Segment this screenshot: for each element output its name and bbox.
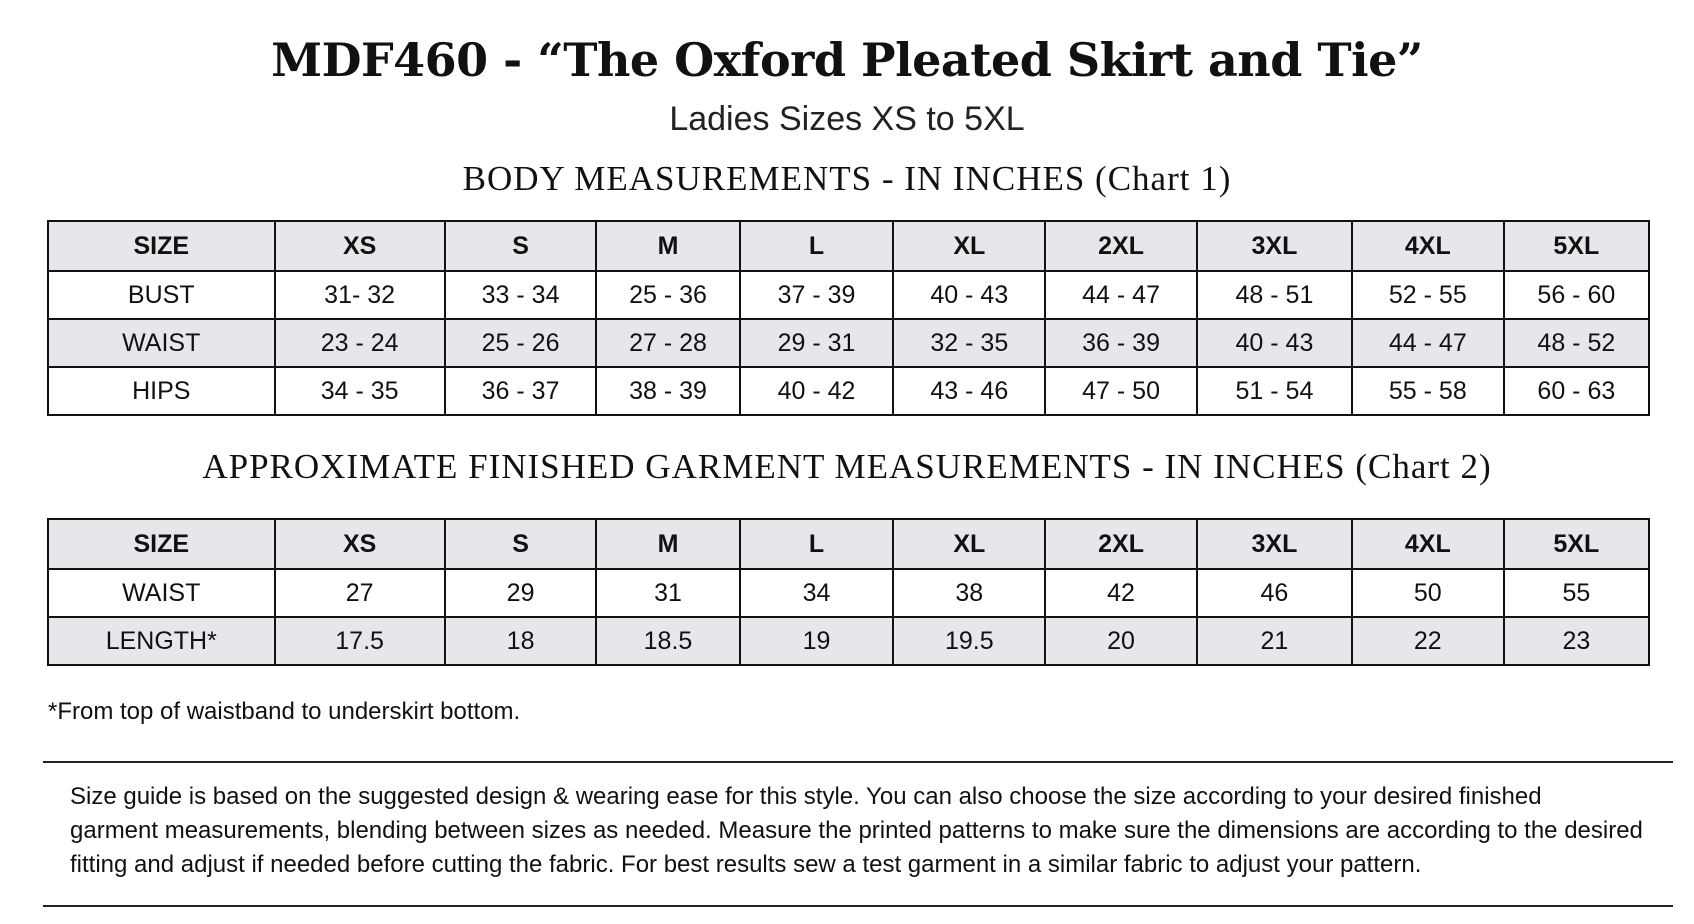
page-title: MDF460 - “The Oxford Pleated Skirt and Tie”	[271, 33, 1423, 87]
note-line: fitting and adjust if needed before cutting the fabric. For best results sew a test garment in a similar fabric to adjust your pattern.	[70, 851, 1422, 878]
table-cell: 55	[1504, 569, 1649, 617]
table-cell: 43 - 46	[893, 367, 1045, 415]
table-cell: 29	[445, 569, 597, 617]
page-subtitle: Ladies Sizes XS to 5XL	[669, 100, 1025, 138]
row-label: WAIST	[48, 569, 275, 617]
table-cell: 50	[1352, 569, 1504, 617]
table-cell: 19.5	[893, 617, 1045, 665]
chart2-heading: APPROXIMATE FINISHED GARMENT MEASUREMENTS - IN INCHES (Chart 2)	[202, 447, 1492, 486]
column-header: M	[596, 221, 739, 271]
column-header: XL	[893, 519, 1045, 569]
column-header: 3XL	[1197, 519, 1352, 569]
table-cell: 19	[740, 617, 894, 665]
table-cell: 20	[1045, 617, 1197, 665]
table-cell: 25 - 26	[445, 319, 597, 367]
note-line: garment measurements, blending between sizes as needed. Measure the printed patterns to make sure the dimensions are according to the desired	[70, 817, 1643, 844]
column-header: 4XL	[1352, 221, 1504, 271]
table-cell: 51 - 54	[1197, 367, 1352, 415]
column-header: 5XL	[1504, 519, 1649, 569]
row-label: HIPS	[48, 367, 275, 415]
column-header: SIZE	[48, 519, 275, 569]
row-label: WAIST	[48, 319, 275, 367]
table-cell: 34	[740, 569, 894, 617]
row-label: BUST	[48, 271, 275, 319]
column-header: M	[596, 519, 739, 569]
table-cell: 25 - 36	[596, 271, 739, 319]
table-row	[48, 367, 1649, 415]
column-header: XS	[275, 519, 445, 569]
table-cell: 21	[1197, 617, 1352, 665]
column-header: L	[740, 221, 894, 271]
column-header: 4XL	[1352, 519, 1504, 569]
divider-top	[43, 761, 1673, 763]
table-cell: 38 - 39	[596, 367, 739, 415]
table-cell: 40 - 43	[1197, 319, 1352, 367]
table-header-row	[48, 519, 1649, 569]
chart1-heading: BODY MEASUREMENTS - IN INCHES (Chart 1)	[462, 159, 1232, 198]
table-cell: 40 - 43	[893, 271, 1045, 319]
table-cell: 32 - 35	[893, 319, 1045, 367]
column-header: L	[740, 519, 894, 569]
table-cell: 48 - 52	[1504, 319, 1649, 367]
table-cell: 27 - 28	[596, 319, 739, 367]
size-guide-note	[70, 780, 1670, 882]
table-cell: 44 - 47	[1045, 271, 1197, 319]
table-cell: 33 - 34	[445, 271, 597, 319]
table-cell: 38	[893, 569, 1045, 617]
table-cell: 34 - 35	[275, 367, 445, 415]
table-cell: 27	[275, 569, 445, 617]
table-cell: 23	[1504, 617, 1649, 665]
column-header: 3XL	[1197, 221, 1352, 271]
table-cell: 46	[1197, 569, 1352, 617]
table-cell: 23 - 24	[275, 319, 445, 367]
column-header: XL	[893, 221, 1045, 271]
table-cell: 60 - 63	[1504, 367, 1649, 415]
table-cell: 36 - 37	[445, 367, 597, 415]
table-cell: 44 - 47	[1352, 319, 1504, 367]
column-header: SIZE	[48, 221, 275, 271]
table-row	[48, 569, 1649, 617]
table-cell: 17.5	[275, 617, 445, 665]
column-header: 2XL	[1045, 221, 1197, 271]
length-footnote: *From top of waistband to underskirt bottom.	[48, 698, 521, 725]
table-cell: 31	[596, 569, 739, 617]
column-header: XS	[275, 221, 445, 271]
table-row	[48, 617, 1649, 665]
table-cell: 29 - 31	[740, 319, 894, 367]
table-cell: 56 - 60	[1504, 271, 1649, 319]
garment-measurements-table	[47, 518, 1650, 666]
table-cell: 48 - 51	[1197, 271, 1352, 319]
note-line: Size guide is based on the suggested design & wearing ease for this style. You can also choose the size according to your desired finished	[70, 783, 1542, 810]
divider-bottom	[43, 905, 1673, 907]
column-header: 2XL	[1045, 519, 1197, 569]
table-cell: 18.5	[596, 617, 739, 665]
table-cell: 37 - 39	[740, 271, 894, 319]
column-header: S	[445, 519, 597, 569]
table-row	[48, 271, 1649, 319]
table-cell: 55 - 58	[1352, 367, 1504, 415]
table-row	[48, 319, 1649, 367]
table-cell: 18	[445, 617, 597, 665]
table-cell: 47 - 50	[1045, 367, 1197, 415]
body-measurements-table	[47, 220, 1650, 416]
column-header: S	[445, 221, 597, 271]
table-cell: 31- 32	[275, 271, 445, 319]
table-cell: 52 - 55	[1352, 271, 1504, 319]
table-cell: 22	[1352, 617, 1504, 665]
row-label: LENGTH*	[48, 617, 275, 665]
table-cell: 42	[1045, 569, 1197, 617]
table-cell: 40 - 42	[740, 367, 894, 415]
table-cell: 36 - 39	[1045, 319, 1197, 367]
column-header: 5XL	[1504, 221, 1649, 271]
table-header-row	[48, 221, 1649, 271]
